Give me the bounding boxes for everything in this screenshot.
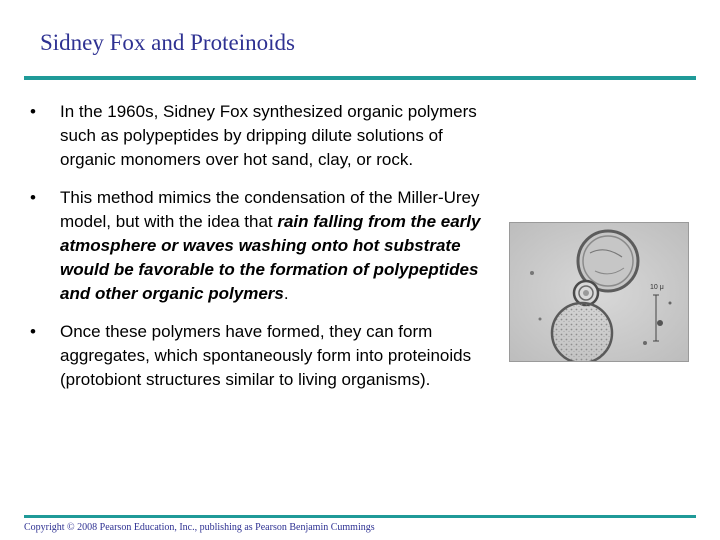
slide-title: Sidney Fox and Proteinoids [40,30,295,55]
bullet-glyph: • [30,188,36,207]
bullet-text-end: . [283,284,289,303]
footer-divider [24,515,696,518]
bullet-item-3 [30,320,500,392]
micrograph-image [510,223,688,361]
bullet-text: Once these polymers have formed, they can form aggregates, which spontaneously form into proteinoids (protobiont structures similar to living organisms). [60,322,472,389]
bullet-list [30,100,500,402]
bullet-emphasis-text: rain falling from the early atmosphere or waves washing onto hot substrate would be favorable to the formation of polypeptides and other organic polymers [60,212,481,303]
bullet-glyph: • [30,322,36,341]
proteinoid-micrograph [509,222,689,362]
bullet-item-2 [30,186,500,306]
title-divider [24,76,696,80]
bullet-text: This method mimics the condensation of the Miller-Urey model, but with the idea that [60,188,480,231]
scale-bar-label: 10 μ [650,284,664,291]
copyright-text: Copyright © 2008 Pearson Education, Inc., publishing as Pearson Benjamin Cummings [24,522,375,533]
bullet-text: In the 1960s, Sidney Fox synthesized organic polymers such as polypeptides by dripping dilute solutions of organic monomers over hot sand, clay, or rock. [60,102,477,169]
bullet-item-1 [30,100,500,172]
bullet-glyph: • [30,102,36,121]
